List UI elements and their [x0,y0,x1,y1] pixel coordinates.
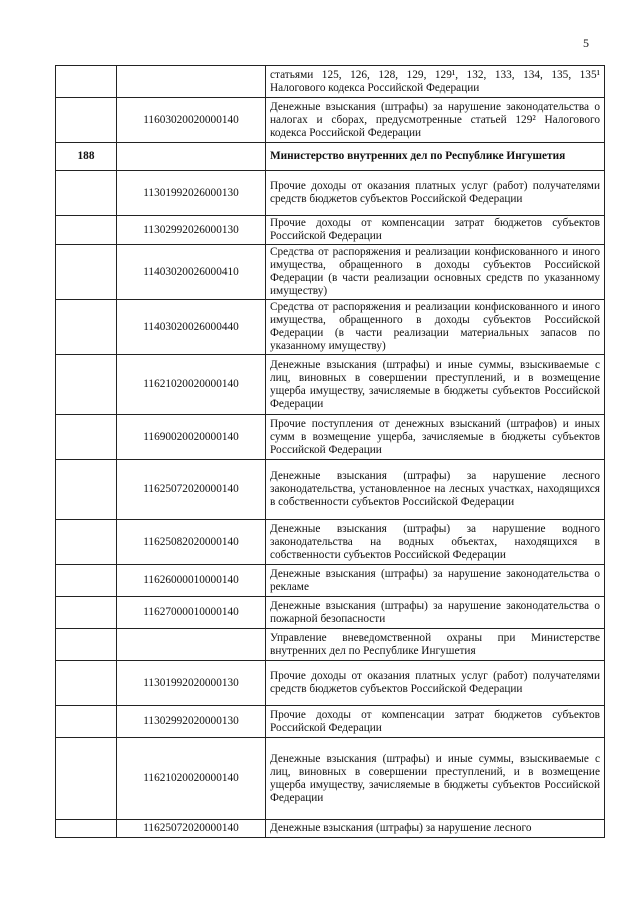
revenue-code-cell: 11302992020000130 [117,706,266,738]
revenue-description-cell: Министерство внутренних дел по Республике Ингушетия [266,143,605,171]
admin-code-cell [56,565,117,597]
table-row [56,597,605,629]
revenue-code-cell [117,66,266,98]
revenue-code-cell: 11625072020000140 [117,460,266,520]
admin-code-cell: 188 [56,143,117,171]
table-row [56,661,605,706]
table-row [56,355,605,415]
revenue-description-cell: Прочие поступления от денежных взысканий (штрафов) и иных сумм в возмещение ущерба, зачисляемые в бюджеты субъектов Российской Федерации [266,415,605,460]
table-row [56,66,605,98]
revenue-description-cell: Управление вневедомственной охраны при Министерстве внутренних дел по Республике Ингушетия [266,629,605,661]
revenue-code-cell [117,629,266,661]
revenue-description-cell: Денежные взыскания (штрафы) за нарушение водного законодательства на водных объектах, находящихся в собственности субъектов Российской Федерации [266,520,605,565]
revenue-code-cell: 11621020020000140 [117,738,266,820]
revenue-description-cell: Средства от распоряжения и реализации конфискованного и иного имущества, обращенного в доходы субъектов Российской Федерации (в части реализации основных средств по указанному имуществу) [266,245,605,300]
admin-code-cell [56,415,117,460]
admin-code-cell [56,355,117,415]
revenue-description-cell: статьями 125, 126, 128, 129, 129¹, 132, 133, 134, 135, 135¹ Налогового кодекса Российской Федерации [266,66,605,98]
admin-code-cell [56,820,117,838]
revenue-description-cell: Денежные взыскания (штрафы) за нарушение лесного [266,820,605,838]
table-row [56,738,605,820]
admin-code-cell [56,629,117,661]
revenue-code-cell: 11627000010000140 [117,597,266,629]
table-row [56,300,605,355]
admin-code-cell [56,66,117,98]
page-number: 5 [583,36,589,50]
table-row [56,216,605,245]
revenue-code-cell [117,143,266,171]
revenue-code-cell: 11403020026000410 [117,245,266,300]
table-row [56,520,605,565]
revenue-description-cell: Денежные взыскания (штрафы) за нарушение законодательства о пожарной безопасности [266,597,605,629]
admin-code-cell [56,245,117,300]
table-row [56,415,605,460]
revenue-code-cell: 11301992026000130 [117,171,266,216]
admin-code-cell [56,300,117,355]
table-row [56,629,605,661]
admin-code-cell [56,460,117,520]
admin-code-cell [56,597,117,629]
table-row [56,460,605,520]
admin-code-cell [56,171,117,216]
revenue-description-cell: Прочие доходы от оказания платных услуг (работ) получателями средств бюджетов субъектов Российской Федерации [266,171,605,216]
revenue-code-cell: 11301992020000130 [117,661,266,706]
revenue-code-cell: 11302992026000130 [117,216,266,245]
revenue-code-cell: 11625082020000140 [117,520,266,565]
revenue-code-cell: 11603020020000140 [117,98,266,143]
revenue-description-cell: Прочие доходы от оказания платных услуг (работ) получателями средств бюджетов субъектов Российской Федерации [266,661,605,706]
revenue-description-cell: Прочие доходы от компенсации затрат бюджетов субъектов Российской Федерации [266,216,605,245]
revenue-code-cell: 11626000010000140 [117,565,266,597]
revenue-description-cell: Средства от распоряжения и реализации конфискованного и иного имущества, обращенного в доходы субъектов Российской Федерации (в части реализации материальных запасов по указанному имуществу) [266,300,605,355]
revenue-code-cell: 11625072020000140 [117,820,266,838]
revenue-description-cell: Прочие доходы от компенсации затрат бюджетов субъектов Российской Федерации [266,706,605,738]
revenue-description-cell: Денежные взыскания (штрафы) и иные суммы, взыскиваемые с лиц, виновных в совершении преступлений, и в возмещение ущерба имуществу, зачисляемые в бюджеты субъектов Российской Федерации [266,355,605,415]
revenue-description-cell: Денежные взыскания (штрафы) и иные суммы, взыскиваемые с лиц, виновных в совершении преступлений, и в возмещение ущерба имуществу, зачисляемые в бюджеты субъектов Российской Федерации [266,738,605,820]
revenue-code-cell: 11621020020000140 [117,355,266,415]
revenue-code-cell: 11403020026000440 [117,300,266,355]
admin-code-cell [56,216,117,245]
admin-code-cell [56,738,117,820]
table-row [56,706,605,738]
table-row [56,565,605,597]
revenue-description-cell: Денежные взыскания (штрафы) за нарушение законодательства о налогах и сборах, предусмотренные статьей 129² Налогового кодекса Российской Федерации [266,98,605,143]
revenue-code-cell: 11690020020000140 [117,415,266,460]
table-row [56,820,605,838]
table-row [56,171,605,216]
revenue-description-cell: Денежные взыскания (штрафы) за нарушение лесного законодательства, установленное на лесных участках, находящихся в собственности субъектов Российской Федерации [266,460,605,520]
table-body [56,66,605,838]
admin-code-cell [56,706,117,738]
table-row [56,245,605,300]
admin-code-cell [56,661,117,706]
revenue-codes-table [55,65,605,838]
admin-code-cell [56,98,117,143]
table-row [56,143,605,171]
revenue-description-cell: Денежные взыскания (штрафы) за нарушение законодательства о рекламе [266,565,605,597]
admin-code-cell [56,520,117,565]
table-row [56,98,605,143]
